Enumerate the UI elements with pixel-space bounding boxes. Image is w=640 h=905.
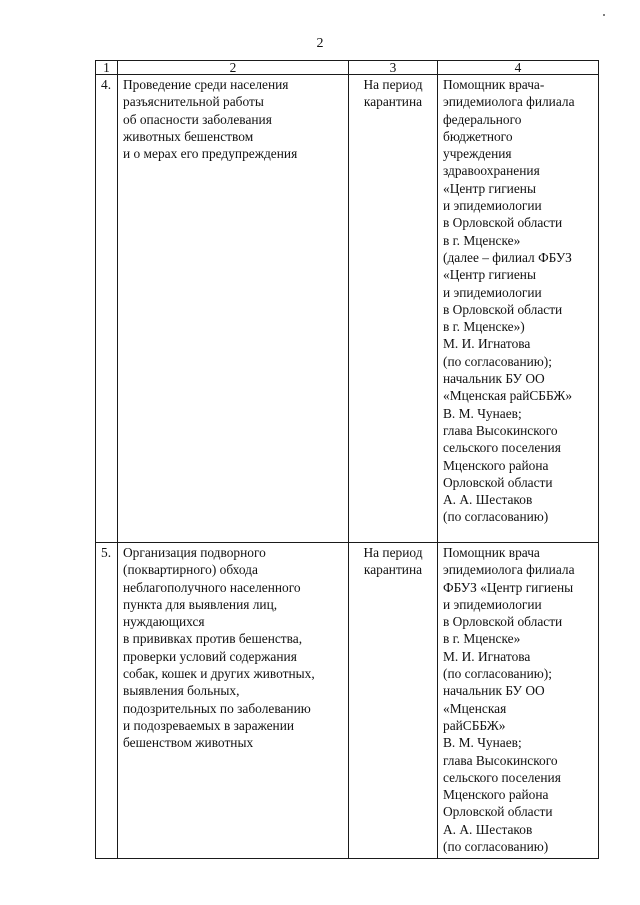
cell-text-line: (по согласованию); <box>443 666 552 682</box>
cell-text-line: нуждающихся <box>123 614 205 630</box>
cell-text-line: «Центр гигиены <box>443 180 536 196</box>
cell-text-line: глава Высокинского <box>443 752 558 768</box>
cell-text-line: начальник БУ ОО <box>443 683 545 699</box>
term-cell <box>349 543 438 859</box>
row-number: 4. <box>96 75 118 543</box>
cell-text-line: в прививках против бешенства, <box>123 631 303 647</box>
cell-text-line: сельского поселения <box>443 440 561 456</box>
action-cell <box>118 543 349 859</box>
scan-speck <box>603 14 605 16</box>
cell-text-line: «Центр гигиены <box>443 267 536 283</box>
cell-text-line: животных бешенством <box>123 128 254 144</box>
cell-text-line: В. М. Чунаев; <box>443 405 522 421</box>
cell-text-line: Мценского района <box>443 457 549 473</box>
cell-text-line: ФБУЗ «Центр гигиены <box>443 579 574 595</box>
cell-text-line: глава Высокинского <box>443 422 558 438</box>
cell-text-line: в г. Мценске» <box>443 232 521 248</box>
action-cell <box>118 75 349 543</box>
cell-text-line: Орловской области <box>443 474 553 490</box>
cell-text-line: (по согласованию) <box>443 509 549 525</box>
cell-text-line: в Орловской области <box>443 301 563 317</box>
column-header: 1 <box>96 61 118 75</box>
cell-text-line: собак, кошек и других животных, <box>123 666 315 682</box>
cell-text-line: (далее – филиал ФБУЗ <box>443 249 572 265</box>
cell-text-line: карантина <box>363 94 423 110</box>
responsible-cell <box>438 543 599 859</box>
cell-text-line: начальник БУ ОО <box>443 371 545 387</box>
cell-text-line: «Мценская райСББЖ» <box>443 388 573 404</box>
cell-text-line: сельского поселения <box>443 769 561 785</box>
cell-text-line: бешенством животных <box>123 735 254 751</box>
cell-text-line: учреждения <box>443 146 512 162</box>
term-cell <box>349 75 438 543</box>
cell-text-line: и эпидемиологии <box>443 198 542 214</box>
cell-text-line: в г. Мценске») <box>443 319 525 335</box>
cell-text-line: и эпидемиологии <box>443 284 542 300</box>
cell-text-line: (поквартирного) обхода <box>123 562 258 578</box>
cell-text-line: федерального <box>443 111 522 127</box>
cell-text-line: М. И. Игнатова <box>443 336 531 352</box>
cell-text-line: в Орловской области <box>443 614 563 630</box>
cell-text-line: и эпидемиологии <box>443 596 542 612</box>
cell-text-line: Помощник врача- <box>443 77 545 92</box>
cell-text-line: (по согласованию) <box>443 839 549 855</box>
cell-text-line: карантина <box>363 562 423 578</box>
page-number: 2 <box>316 36 324 51</box>
cell-text-line: здравоохранения <box>443 163 540 179</box>
cell-text-line: пункта для выявления лиц, <box>123 596 278 612</box>
cell-text-line: А. А. Шестаков <box>443 492 533 508</box>
cell-text-line: «Мценская <box>443 700 507 716</box>
cell-text-line: Мценского района <box>443 787 549 803</box>
cell-text-line: подозрительных по заболеванию <box>123 700 311 716</box>
table-header-row <box>96 61 599 75</box>
cell-text-line: эпидемиолога филиала <box>443 562 575 578</box>
cell-text-line: Проведение среди населения <box>123 77 289 92</box>
cell-text-line: об опасности заболевания <box>123 111 272 127</box>
cell-text-line: бюджетного <box>443 128 513 144</box>
responsible-cell <box>438 75 599 543</box>
cell-text-line: выявления больных, <box>123 683 240 699</box>
cell-text-line: Орловской области <box>443 804 553 820</box>
table-row <box>96 75 599 543</box>
cell-text-line: Помощник врача <box>443 545 540 560</box>
row-number: 5. <box>96 543 118 859</box>
column-header: 2 <box>118 61 349 75</box>
cell-text-line: (по согласованию); <box>443 353 552 369</box>
cell-text-line: в Орловской области <box>443 215 563 231</box>
column-header: 3 <box>349 61 438 75</box>
measures-table <box>95 60 599 859</box>
cell-text-line: На период <box>363 545 423 560</box>
cell-text-line: и подозреваемых в заражении <box>123 717 295 733</box>
table-row <box>96 543 599 859</box>
cell-text-line: райСББЖ» <box>443 717 506 733</box>
cell-text-line: А. А. Шестаков <box>443 821 533 837</box>
cell-text-line: в г. Мценске» <box>443 631 521 647</box>
cell-text-line: неблагополучного населенного <box>123 579 301 595</box>
cell-text-line: На период <box>363 77 423 92</box>
cell-text-line: М. И. Игнатова <box>443 648 531 664</box>
cell-text-line: разъяснительной работы <box>123 94 264 110</box>
cell-text-line: и о мерах его предупреждения <box>123 146 298 162</box>
cell-text-line: эпидемиолога филиала <box>443 94 575 110</box>
column-header: 4 <box>438 61 599 75</box>
cell-text-line: проверки условий содержания <box>123 648 297 664</box>
cell-text-line: В. М. Чунаев; <box>443 735 522 751</box>
cell-text-line: Организация подворного <box>123 545 266 560</box>
